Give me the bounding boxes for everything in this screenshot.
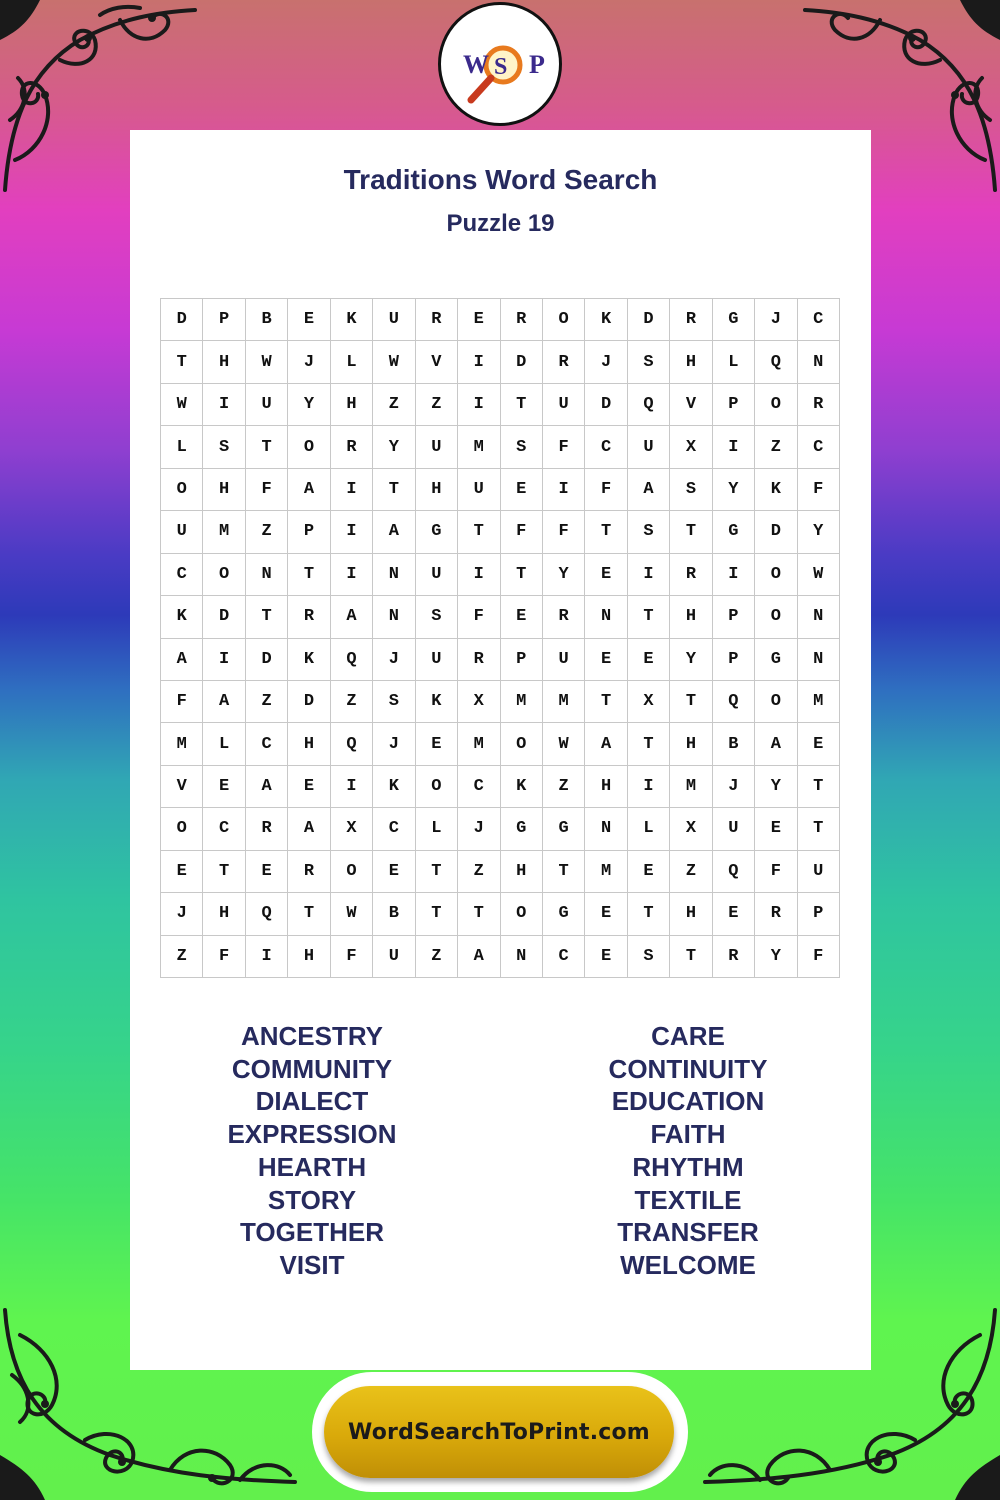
grid-cell[interactable]: S (628, 341, 670, 383)
word-list-item: STORY (267, 1184, 357, 1215)
grid-cell[interactable]: A (288, 808, 330, 850)
grid-cell[interactable]: Y (373, 426, 415, 468)
grid-cell[interactable]: L (161, 426, 203, 468)
grid-cell[interactable]: S (416, 596, 458, 638)
grid-cell[interactable]: Y (543, 554, 585, 596)
grid-cell[interactable]: A (585, 723, 627, 765)
grid-cell[interactable]: T (585, 511, 627, 553)
grid-cell[interactable]: O (331, 851, 373, 893)
grid-cell[interactable]: T (798, 766, 840, 808)
grid-cell[interactable]: T (203, 851, 245, 893)
grid-cell[interactable]: C (543, 936, 585, 978)
grid-cell[interactable]: R (458, 639, 500, 681)
grid-cell[interactable]: Y (670, 639, 712, 681)
grid-cell[interactable]: J (373, 639, 415, 681)
grid-cell[interactable]: W (543, 723, 585, 765)
grid-cell[interactable]: Y (755, 936, 797, 978)
grid-cell[interactable]: P (713, 384, 755, 426)
grid-cell[interactable]: R (713, 936, 755, 978)
grid-cell[interactable]: Q (331, 723, 373, 765)
grid-cell[interactable]: P (501, 639, 543, 681)
grid-cell[interactable]: A (331, 596, 373, 638)
grid-cell[interactable]: U (543, 384, 585, 426)
grid-cell[interactable]: T (288, 893, 330, 935)
grid-cell[interactable]: A (628, 469, 670, 511)
grid-cell[interactable]: E (585, 639, 627, 681)
grid-cell[interactable]: T (458, 893, 500, 935)
grid-cell[interactable]: E (628, 639, 670, 681)
grid-cell[interactable]: V (670, 384, 712, 426)
grid-cell[interactable]: Q (755, 341, 797, 383)
word-list-item: EXPRESSION (227, 1119, 397, 1150)
grid-cell[interactable]: K (331, 299, 373, 341)
grid-cell[interactable]: G (416, 511, 458, 553)
grid-cell[interactable]: R (246, 808, 288, 850)
grid-cell[interactable]: T (670, 511, 712, 553)
grid-cell[interactable]: T (458, 511, 500, 553)
grid-cell[interactable]: H (331, 384, 373, 426)
grid-cell[interactable]: R (670, 554, 712, 596)
grid-cell[interactable]: H (203, 893, 245, 935)
grid-cell[interactable]: D (501, 341, 543, 383)
grid-cell[interactable]: C (203, 808, 245, 850)
grid-cell[interactable]: E (585, 936, 627, 978)
logo-letter-w: W (463, 50, 489, 79)
grid-cell[interactable]: X (628, 681, 670, 723)
grid-cell[interactable]: C (458, 766, 500, 808)
grid-cell[interactable]: K (755, 469, 797, 511)
grid-cell[interactable]: F (798, 469, 840, 511)
grid-cell[interactable]: C (585, 426, 627, 468)
grid-cell[interactable]: X (670, 426, 712, 468)
grid-cell[interactable]: F (501, 511, 543, 553)
grid-cell[interactable]: H (670, 596, 712, 638)
grid-cell[interactable]: P (713, 639, 755, 681)
grid-cell[interactable]: T (628, 723, 670, 765)
grid-cell[interactable]: L (416, 808, 458, 850)
grid-cell[interactable]: J (755, 299, 797, 341)
grid-cell[interactable]: J (458, 808, 500, 850)
grid-cell[interactable]: W (246, 341, 288, 383)
grid-cell[interactable]: R (331, 426, 373, 468)
grid-cell[interactable]: U (373, 299, 415, 341)
grid-cell[interactable]: J (585, 341, 627, 383)
grid-cell[interactable]: P (203, 299, 245, 341)
grid-cell[interactable]: F (458, 596, 500, 638)
grid-cell[interactable]: E (373, 851, 415, 893)
grid-cell[interactable]: M (670, 766, 712, 808)
grid-cell[interactable]: E (501, 469, 543, 511)
grid-cell[interactable]: D (246, 639, 288, 681)
grid-cell[interactable]: T (416, 893, 458, 935)
grid-cell[interactable]: C (798, 426, 840, 468)
grid-cell[interactable]: N (798, 639, 840, 681)
grid-cell[interactable]: E (288, 766, 330, 808)
grid-cell[interactable]: O (203, 554, 245, 596)
grid-cell[interactable]: N (798, 596, 840, 638)
grid-cell[interactable]: C (246, 723, 288, 765)
grid-cell[interactable]: R (670, 299, 712, 341)
grid-cell[interactable]: A (458, 936, 500, 978)
grid-cell[interactable]: I (628, 554, 670, 596)
grid-cell[interactable]: I (458, 341, 500, 383)
grid-cell[interactable]: O (755, 596, 797, 638)
grid-cell[interactable]: D (628, 299, 670, 341)
grid-cell[interactable]: U (416, 554, 458, 596)
grid-cell[interactable]: Z (161, 936, 203, 978)
word-list-item: TOGETHER (240, 1217, 384, 1248)
grid-cell[interactable]: Z (458, 851, 500, 893)
word-list-item: TEXTILE (634, 1184, 742, 1215)
grid-cell[interactable]: G (501, 808, 543, 850)
grid-cell[interactable]: K (373, 766, 415, 808)
grid-cell[interactable]: V (161, 766, 203, 808)
grid-cell[interactable]: F (543, 426, 585, 468)
grid-cell[interactable]: V (416, 341, 458, 383)
grid-cell[interactable]: R (501, 299, 543, 341)
page-title: Traditions Word Search (343, 164, 658, 195)
grid-cell[interactable]: K (161, 596, 203, 638)
grid-cell[interactable]: Q (331, 639, 373, 681)
grid-cell[interactable]: O (755, 681, 797, 723)
grid-cell[interactable]: S (373, 681, 415, 723)
grid-cell[interactable]: T (798, 808, 840, 850)
grid-cell[interactable]: F (161, 681, 203, 723)
grid-cell[interactable]: H (203, 469, 245, 511)
grid-cell[interactable]: Z (373, 384, 415, 426)
grid-cell[interactable]: P (713, 596, 755, 638)
grid-cell[interactable]: H (288, 723, 330, 765)
grid-cell[interactable]: B (713, 723, 755, 765)
grid-cell[interactable]: S (628, 511, 670, 553)
grid-cell[interactable]: H (203, 341, 245, 383)
grid-cell[interactable]: T (373, 469, 415, 511)
grid-cell[interactable]: P (288, 511, 330, 553)
grid-cell[interactable]: D (755, 511, 797, 553)
grid-cell[interactable]: R (416, 299, 458, 341)
grid-cell[interactable]: E (458, 299, 500, 341)
word-list-item: TRANSFER (617, 1217, 759, 1248)
grid-cell[interactable]: E (288, 299, 330, 341)
grid-cell[interactable]: H (670, 341, 712, 383)
grid-cell[interactable]: A (246, 766, 288, 808)
grid-cell[interactable]: I (331, 766, 373, 808)
grid-cell[interactable]: X (331, 808, 373, 850)
grid-cell[interactable]: Z (246, 511, 288, 553)
grid-cell[interactable]: Q (713, 851, 755, 893)
grid-cell[interactable]: H (501, 851, 543, 893)
word-list-item: COMMUNITY (231, 1053, 393, 1084)
grid-cell[interactable]: H (288, 936, 330, 978)
grid-cell[interactable]: G (543, 893, 585, 935)
grid-cell[interactable]: T (628, 893, 670, 935)
grid-cell[interactable]: F (246, 469, 288, 511)
grid-cell[interactable]: D (161, 299, 203, 341)
grid-cell[interactable]: K (585, 299, 627, 341)
grid-cell[interactable]: R (798, 384, 840, 426)
grid-cell[interactable]: I (331, 554, 373, 596)
grid-cell[interactable]: O (416, 766, 458, 808)
grid-cell[interactable]: H (670, 893, 712, 935)
grid-cell[interactable]: W (373, 341, 415, 383)
grid-cell[interactable]: K (416, 681, 458, 723)
grid-cell[interactable]: R (288, 596, 330, 638)
grid-cell[interactable]: U (416, 426, 458, 468)
word-list-item: FAITH (650, 1119, 726, 1150)
grid-cell[interactable]: C (373, 808, 415, 850)
grid-cell[interactable]: T (628, 596, 670, 638)
grid-cell[interactable]: D (203, 596, 245, 638)
grid-cell[interactable]: I (458, 554, 500, 596)
grid-cell[interactable]: Z (755, 426, 797, 468)
grid-cell[interactable]: F (585, 469, 627, 511)
grid-cell[interactable]: R (288, 851, 330, 893)
grid-cell[interactable]: S (203, 426, 245, 468)
site-name: WordSearchToPrint.com (348, 1419, 650, 1445)
word-list-item: CARE (651, 1021, 725, 1051)
grid-cell[interactable]: U (713, 808, 755, 850)
word-list-right-column (538, 1020, 838, 1282)
grid-cell[interactable]: M (585, 851, 627, 893)
grid-cell[interactable]: A (373, 511, 415, 553)
grid-cell[interactable]: C (798, 299, 840, 341)
grid-cell[interactable]: U (798, 851, 840, 893)
grid-cell[interactable]: T (288, 554, 330, 596)
grid-cell[interactable]: Q (713, 681, 755, 723)
grid-cell[interactable]: O (501, 893, 543, 935)
grid-cell[interactable]: K (288, 639, 330, 681)
grid-cell[interactable]: S (670, 469, 712, 511)
site-link-button[interactable] (324, 1386, 674, 1478)
grid-cell[interactable]: Z (246, 681, 288, 723)
word-list-item: CONTINUITY (608, 1053, 768, 1084)
grid-cell[interactable]: L (713, 341, 755, 383)
wsp-logo (438, 2, 562, 126)
grid-cell[interactable]: O (543, 299, 585, 341)
grid-cell[interactable]: S (628, 936, 670, 978)
grid-cell[interactable]: F (755, 851, 797, 893)
logo-letter-p: P (529, 50, 545, 79)
grid-cell[interactable]: T (501, 554, 543, 596)
grid-cell[interactable]: U (458, 469, 500, 511)
grid-cell[interactable]: Z (670, 851, 712, 893)
grid-cell[interactable]: M (458, 426, 500, 468)
grid-cell[interactable]: T (670, 936, 712, 978)
grid-cell[interactable]: N (501, 936, 543, 978)
word-list-item: ANCESTRY (240, 1021, 384, 1051)
grid-cell[interactable]: E (585, 893, 627, 935)
grid-cell[interactable]: F (203, 936, 245, 978)
grid-cell[interactable]: Y (755, 766, 797, 808)
word-list-item: RHYTHM (632, 1151, 744, 1182)
grid-cell[interactable]: A (755, 723, 797, 765)
grid-cell[interactable]: T (670, 681, 712, 723)
grid-cell[interactable]: Z (416, 936, 458, 978)
word-list-item: VISIT (279, 1249, 345, 1280)
grid-cell[interactable]: R (755, 893, 797, 935)
grid-cell[interactable]: U (373, 936, 415, 978)
grid-cell[interactable]: N (585, 596, 627, 638)
grid-cell[interactable]: I (203, 384, 245, 426)
grid-cell[interactable]: W (161, 384, 203, 426)
grid-cell[interactable]: S (501, 426, 543, 468)
grid-cell[interactable]: G (713, 511, 755, 553)
grid-cell[interactable]: J (713, 766, 755, 808)
grid-cell[interactable]: I (331, 511, 373, 553)
grid-cell[interactable]: R (543, 341, 585, 383)
grid-cell[interactable]: J (161, 893, 203, 935)
grid-cell[interactable]: A (288, 469, 330, 511)
grid-cell[interactable]: A (203, 681, 245, 723)
word-list-item: WELCOME (620, 1249, 756, 1280)
grid-cell[interactable]: I (203, 639, 245, 681)
grid-cell[interactable]: Y (288, 384, 330, 426)
grid-cell[interactable]: G (713, 299, 755, 341)
grid-cell[interactable]: N (798, 341, 840, 383)
puzzle-card (130, 130, 871, 1370)
grid-cell[interactable]: X (670, 808, 712, 850)
grid-cell[interactable]: E (755, 808, 797, 850)
grid-cell[interactable]: N (246, 554, 288, 596)
grid-cell[interactable]: L (628, 808, 670, 850)
grid-cell[interactable]: X (458, 681, 500, 723)
grid-cell[interactable]: R (543, 596, 585, 638)
grid-cell[interactable]: F (798, 936, 840, 978)
word-list-item: DIALECT (255, 1086, 369, 1117)
grid-cell[interactable]: K (501, 766, 543, 808)
grid-cell[interactable]: A (161, 639, 203, 681)
grid-cell[interactable]: M (458, 723, 500, 765)
grid-cell[interactable]: I (543, 469, 585, 511)
grid-cell[interactable]: T (246, 596, 288, 638)
grid-cell[interactable]: E (713, 893, 755, 935)
grid-cell[interactable]: I (331, 469, 373, 511)
grid-cell[interactable]: E (798, 723, 840, 765)
grid-cell[interactable]: Y (713, 469, 755, 511)
grid-cell[interactable]: Y (798, 511, 840, 553)
grid-cell[interactable]: M (501, 681, 543, 723)
grid-cell[interactable]: I (246, 936, 288, 978)
grid-cell[interactable]: F (543, 511, 585, 553)
grid-cell[interactable]: P (798, 893, 840, 935)
grid-cell[interactable]: L (331, 341, 373, 383)
grid-cell[interactable]: G (543, 808, 585, 850)
grid-cell[interactable]: H (416, 469, 458, 511)
grid-cell[interactable]: E (246, 851, 288, 893)
grid-cell[interactable]: O (755, 384, 797, 426)
grid-cell[interactable]: J (373, 723, 415, 765)
grid-cell[interactable]: O (161, 808, 203, 850)
grid-cell[interactable]: T (416, 851, 458, 893)
word-list-left-column (162, 1020, 462, 1282)
grid-cell[interactable]: M (798, 681, 840, 723)
letter-grid (160, 298, 840, 978)
grid-cell[interactable]: D (585, 384, 627, 426)
grid-cell[interactable]: I (458, 384, 500, 426)
grid-cell[interactable]: Z (543, 766, 585, 808)
grid-cell[interactable]: J (288, 341, 330, 383)
footer-banner (312, 1372, 688, 1492)
grid-cell[interactable]: Z (331, 681, 373, 723)
grid-cell[interactable]: L (203, 723, 245, 765)
grid-cell[interactable]: B (246, 299, 288, 341)
grid-cell[interactable]: I (713, 426, 755, 468)
grid-cell[interactable]: M (543, 681, 585, 723)
grid-cell[interactable]: N (585, 808, 627, 850)
grid-cell[interactable]: U (161, 511, 203, 553)
grid-cell[interactable]: M (161, 723, 203, 765)
grid-cell[interactable]: E (416, 723, 458, 765)
grid-cell[interactable]: W (798, 554, 840, 596)
puzzle-number: Puzzle 19 (446, 210, 555, 237)
grid-cell[interactable]: O (755, 554, 797, 596)
grid-cell[interactable]: T (246, 426, 288, 468)
grid-cell[interactable]: Q (246, 893, 288, 935)
grid-cell[interactable]: B (373, 893, 415, 935)
grid-cell[interactable]: E (628, 851, 670, 893)
grid-cell[interactable]: Q (628, 384, 670, 426)
grid-cell[interactable]: U (416, 639, 458, 681)
grid-cell[interactable]: I (713, 554, 755, 596)
grid-cell[interactable]: O (288, 426, 330, 468)
grid-cell[interactable]: C (161, 554, 203, 596)
grid-cell[interactable]: Z (416, 384, 458, 426)
grid-cell[interactable]: H (585, 766, 627, 808)
grid-cell[interactable]: E (501, 596, 543, 638)
grid-cell[interactable]: U (628, 426, 670, 468)
grid-cell[interactable]: U (246, 384, 288, 426)
grid-cell[interactable]: E (585, 554, 627, 596)
grid-cell[interactable]: D (288, 681, 330, 723)
word-list-item: HEARTH (257, 1151, 367, 1182)
grid-cell[interactable]: U (543, 639, 585, 681)
grid-cell[interactable]: T (161, 341, 203, 383)
logo-letter-s: S (494, 54, 508, 80)
grid-cell[interactable]: F (331, 936, 373, 978)
grid-cell[interactable]: W (331, 893, 373, 935)
grid-cell[interactable]: I (628, 766, 670, 808)
grid-cell[interactable]: M (203, 511, 245, 553)
grid-cell[interactable]: T (501, 384, 543, 426)
grid-cell[interactable]: T (543, 851, 585, 893)
grid-cell[interactable]: O (161, 469, 203, 511)
grid-cell[interactable]: N (373, 554, 415, 596)
grid-cell[interactable]: O (501, 723, 543, 765)
grid-cell[interactable]: E (161, 851, 203, 893)
grid-cell[interactable]: G (755, 639, 797, 681)
grid-cell[interactable]: N (373, 596, 415, 638)
grid-cell[interactable]: H (670, 723, 712, 765)
grid-cell[interactable]: E (203, 766, 245, 808)
word-list-item: EDUCATION (611, 1086, 765, 1117)
grid-cell[interactable]: T (585, 681, 627, 723)
